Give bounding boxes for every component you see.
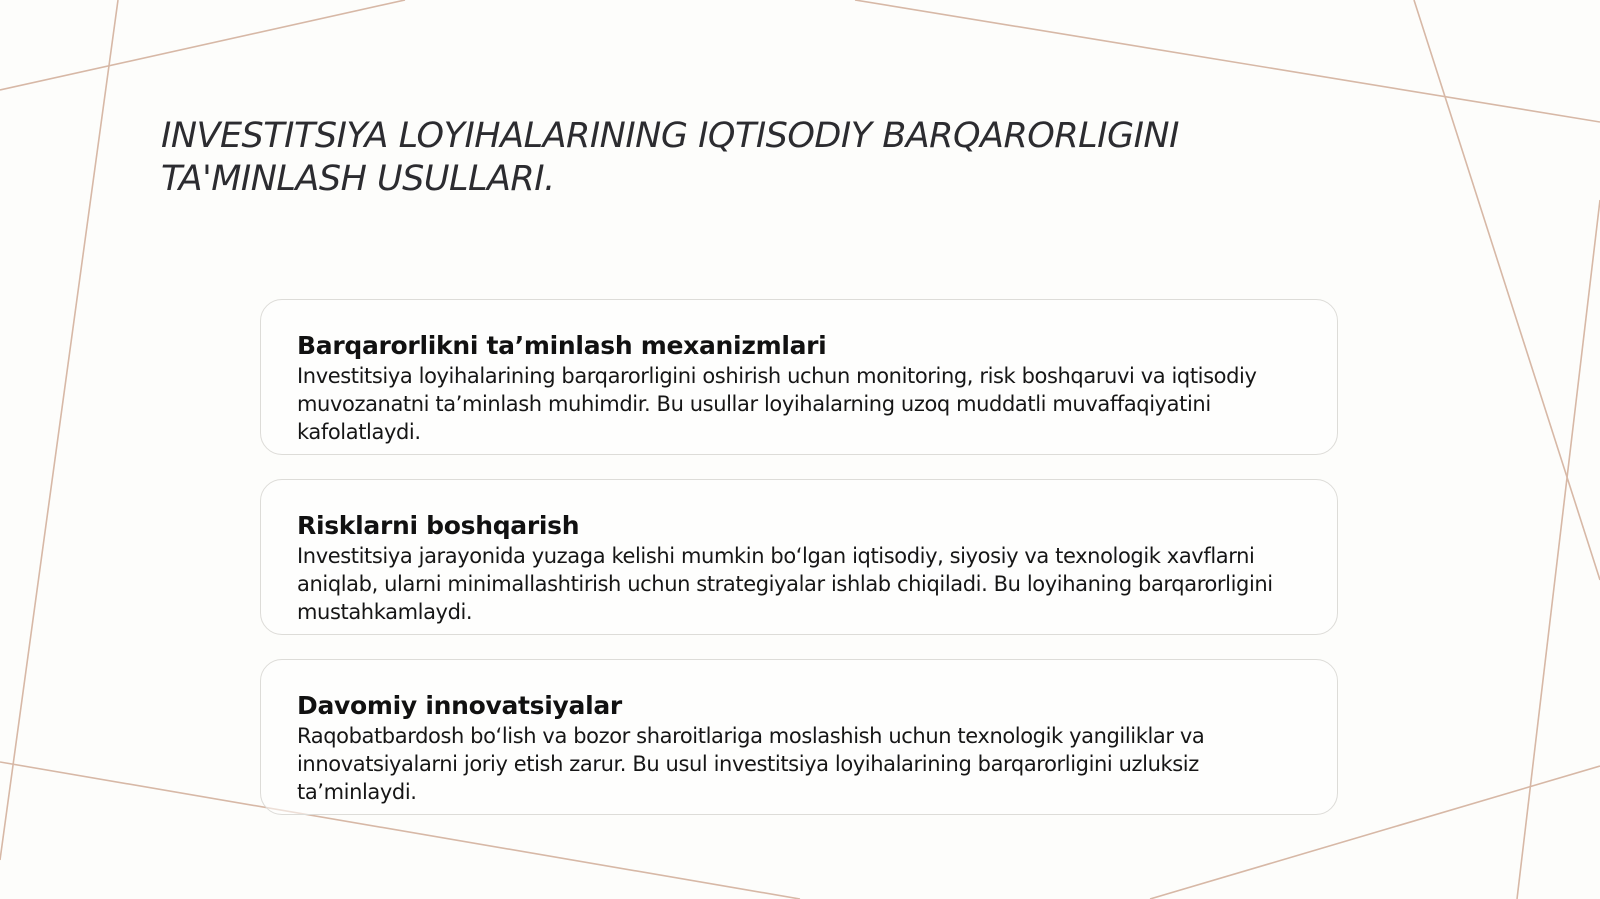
decorative-line	[0, 0, 118, 860]
card-body-text: Investitsiya jarayonida yuzaga kelishi mumkin bo‘lgan iqtisodiy, siyosiy va texnologik xavflarni aniqlab, ularni minimallashtirish uchun strategiyalar ishlab chiqiladi. Bu loyihaning barqarorligini mustahkamlaydi.	[297, 544, 1273, 624]
decorative-line	[1517, 200, 1600, 899]
slide-title: INVESTITSIYA LOYIHALARINING IQTISODIY BARQARORLIGINI TA'MINLASH USULLARI.	[161, 116, 1179, 199]
decorative-line	[0, 0, 405, 90]
card-heading: Risklarni boshqarish	[297, 511, 580, 540]
card-heading: Barqarorlikni ta’minlash mexanizmlari	[297, 331, 827, 360]
card-heading: Davomiy innovatsiyalar	[297, 691, 622, 720]
info-card-risk-management	[260, 479, 1338, 635]
info-card-stability-mechanisms	[260, 299, 1338, 455]
card-body-text: Investitsiya loyihalarining barqarorligini oshirish uchun monitoring, risk boshqaruvi va iqtisodiy muvozanatni ta’minlash muhimdir. Bu usullar loyihalarning uzoq muddatli muvaffaqiyatini kafolatlaydi.	[297, 364, 1257, 444]
decorative-line	[1414, 0, 1600, 580]
card-body-text: Raqobatbardosh bo‘lish va bozor sharoitlariga moslashish uchun texnologik yangiliklar va innovatsiyalarni joriy etish zarur. Bu usul investitsiya loyihalarining barqarorligini uzluksiz ta’minlaydi.	[297, 724, 1205, 804]
decorative-line	[855, 0, 1600, 122]
info-card-continuous-innovation	[260, 659, 1338, 815]
